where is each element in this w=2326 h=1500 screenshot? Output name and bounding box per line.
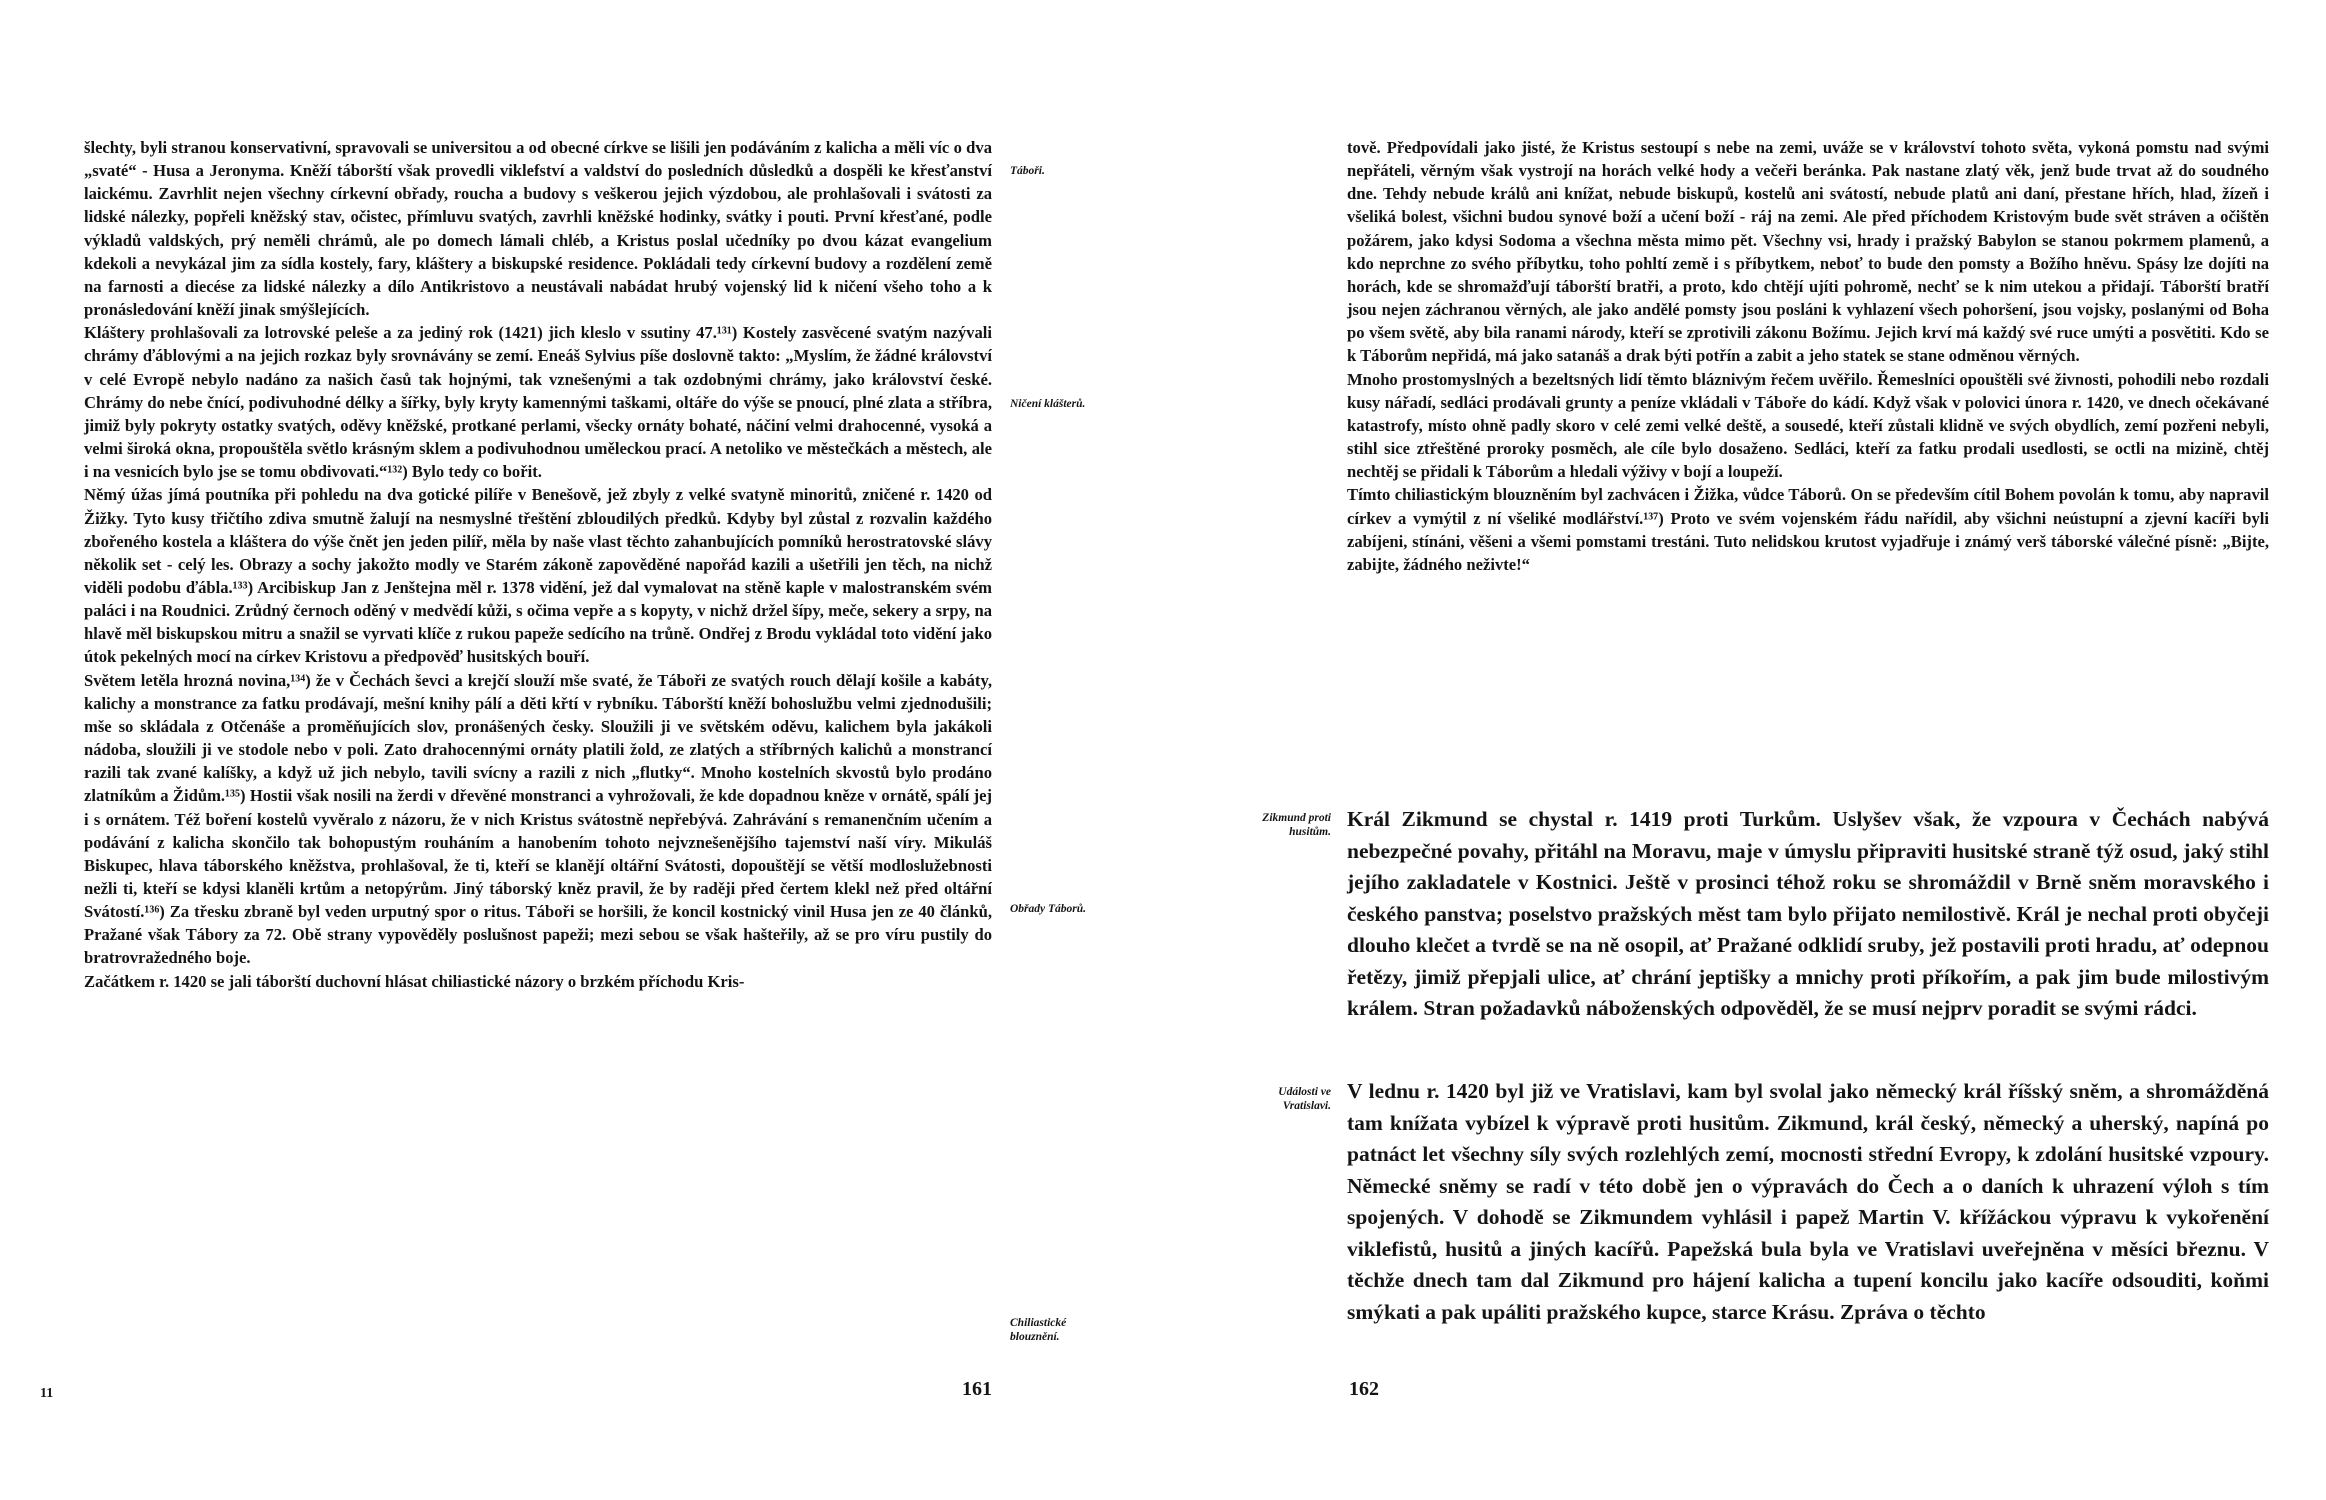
right-paragraph-2: Mnoho prostomyslných a bezeltsných lidí těmto bláznivým řečem uvěřilo. Řemeslníci opouštěli své živnosti, pohodili nebo rozdali kusy nářadí, sedláci prodávali grunty a peníze vkládali v Táboře do kádí. Když však v polovici února r. 1420, ve dnech očekávané katastrofy, místo ohně padly skoro v celé zemi velké deště, a sousedé, kteří zůstali klidně ve svých obydlích, zemí pozřeni nebyli, stihl sice ztřeštěné proroky posměch, ale cíle bylo dosaženo. Sedláci, kteří za fatku prodali usedlosti, se octli na mizině, chtěj nechtěj se přidali k Táborům a hledali výživy v bojí a loupeží. xyxy=(1347,369,2269,482)
right-paragraph-1: tově. Předpovídali jako jisté, že Kristus sestoupí s nebe na zemi, uváže se v království tohoto světa, vykoná pomstu nad svými nepřáteli, věrným však vystrojí na horách velké hody a večeři beránka. Pak nastane zlatý věk, jenž bude trvat až do soudného dne. Tehdy nebude králů ani knížat, nebude biskupů, kostelů ani svátostí, nebude platů ani daní, přestane hřích, hlad, žízeň i všeliká bolest, všichni budou synové boží a učení boží - ráj na zemi. Ale před příchodem Kristovým bude svět stráven a očištěn požárem, jako kdysi Sodoma a všechna města mimo pět. Všechny vsi, hrady i pražský Babylon se stanou pokrmem plamenů, a kdo neprchne zo svého příbytku, toho pohltí země i s příbytkem, neboť to bude den pomsty a Božího hněvu. Spásy lze dojíti na horách, kde se shromažďují táborští bratři, a proto, kdo chtějí ujíti pohromě, nechť se k nim utekou a přidají. Táborští bratří jsou nejen záchranou věrných, ale jako andělé pomsty jsou posláni k vyhlazení všech pohoršení, jsou vojsky, poslanými od Boha po všem světě, aby bila ranami národy, kteří se zprotivili zákonu Božímu. Jejich krví má každý své ruce umýti a posvětiti. Kdo se k Táborům nepřidá, má jako satanáš a drak býti potřín a zabit a jeho statek se stane odměnou věrných. xyxy=(1347,138,2269,366)
margin-note-niceni-klasteru: Ničení klášterů. xyxy=(1010,398,1086,410)
page-number-left: 161 xyxy=(962,1378,992,1400)
right-page-small-text xyxy=(1347,136,2269,576)
right-paragraph-zikmund: Král Zikmund se chystal r. 1419 proti Turkům. Uslyšev však, že vzpoura v Čechách nabývá nebezpečné povahy, přitáhl na Moravu, maje v úmyslu připraviti husitské straně týž osud, jaký stihl jejího zakladatele v Kostnici. Ještě v prosinci téhož roku se shromáždil v Brně sněm moravského i českého panstva; poselstvo pražských měst tam bylo přijato nemilostivě. Král je nechal proti obyčeji dlouho klečet a tvrdě se na ně osopil, ať Pražané odklidí sruby, jež postavili proti hradu, ať odepnou řetězy, jimiž přepjali ulice, ať chrání jeptišky a mnichy proti příkořím, a pak jim bude milostivým králem. Stran požadavků náboženských odpověděl, že se musí nejprv poradit se svými rádci. xyxy=(1347,807,2269,1020)
left-paragraph-2: Kláštery prohlašovali za lotrovské peleše a za jediný rok (1421) jich kleslo v ssutiny 47.¹³¹) Kostely zasvěcené svatým nazývali chrámy ďáblovými a na jejich rozkaz byly srovnávány se zemí. Eneáš Sylvius píše doslovně takto: „Myslím, že žádné království v celé Evropě nebylo nadáno za našich časů tak hojnými, tak vznešenými a tak ozdobnými chrámy, jako království české. Chrámy do nebe čnící, podivuhodné délky a šířky, byly kryty kamennými taškami, oltáře do výše se pnoucí, plné zlata a stříbra, jimiž byly pokryty ostatky svatých, oděvy kněžské, protkané perlami, všecky ornáty bohaté, náčiní velmi drahocenné, vysoká a velmi široká okna, propouštěla světlo krásným sklem a podivuhodnou uměleckou prací. A netoliko ve městečkách a městech, ale i na vesnicích bylo jse se tomu obdivovati.“¹³²) Bylo tedy co bořit. xyxy=(84,323,992,482)
left-paragraph-4: Světem letěla hrozná novina,¹³⁴) že v Čechách ševci a krejčí slouží mše svaté, že Táboři ze svatých rouch dělají košile a kabáty, kalichy a monstrance za fatku prodávají, mešní knihy pálí a děti křtí v rybníku. Táborští kněží bohoslužbu velmi zjednodušili; mše so skládala z Otčenáše a proměňujících slov, pronášených česky. Sloužili ji ve světském oděvu, kalichem byla jakákoli nádoba, sloužili ji ve stodole nebo v poli. Zato drahocennými ornáty platili žold, ze zlatých a stříbrných kalichů a monstrancí razili tak zvané kalíšky, a když už jich nebylo, tavili svícny a razili z nich „flutky“. Mnoho kostelních skvostů bylo prodáno zlatníkům a Židům.¹³⁵) Hostii však nosili na žerdi v dřevěné monstranci a vyhrožovali, že kde dopadnou kněze v ornátě, spálí jej i s ornátem. Též boření kostelů vyvěralo z názoru, že v nich Kristus svátostně nepřebývá. Zahrávání s remanenčním učením a podávání z kalicha skončilo tak bohopustým rouháním a hanobením tohoto nejvznešenějšího tajemství naší víry. Mikuláš Biskupec, hlava táborského kněžstva, prohlašoval, že ti, kteří se klanějí oltářní Svátosti, dopouštějí se větší modloslužebnosti nežli ti, kteří se kdysi klaněli krtům a netopýrům. Jiný táborský kněz pravil, že by raději před čertem klekl než před oltářní Svátostí.¹³⁶) Za třesku zbraně byl veden urputný spor o ritus. Táboři se horšili, že koncil kostnický vinil Husa jen ze 40 článků, Pražané však Tábory za 72. Obě strany vypověděly poslušnost papeži; mezi sebou se však hašteřily, až se pro víru pustily do bratrovražedného boje. xyxy=(84,670,992,968)
right-paragraph-vratislav: V lednu r. 1420 byl již ve Vratislavi, kam byl svolal jako německý král říšský sněm, a shromážděná tam knížata vybízel k výpravě proti husitům. Zikmund, král český, německý a uherský, napíná po patnáct let všechny síly svých rozlehlých zemí, mocnosti střední Evropy, k zdolání husitské vzpoury. Německé sněmy se radí v této době jen o výpravách do Čech a o daních k uhrazení výloh s tím spojených. V dohodě se Zikmundem vyhlásil i papež Martin V. křížáckou výpravu k vykořenění viklefistů, husitů a jiných kacířů. Papežská bula byla ve Vratislavi uveřejněna v měsíci březnu. V těchže dnech tam dal Zikmund pro hájení kalicha a tupení koncilu jako kacíře odsouditi, koňmi smýkati a pak upáliti pražského kupce, starce Krásu. Zpráva o těchto xyxy=(1347,1079,2269,1324)
margin-note-obrady-taboru: Obřady Táborů. xyxy=(1010,903,1087,915)
margin-note-udalosti-ve-vratislavi: Události ve Vratislavi. xyxy=(1278,1086,1331,1112)
left-page-text xyxy=(84,136,992,993)
left-paragraph-5: Začátkem r. 1420 se jali táborští duchovní hlásat chiliastické názory o brzkém příchodu Kris- xyxy=(84,971,745,991)
margin-note-chiliasticke-blouzneni: Chiliastické blouznění. xyxy=(1010,1317,1067,1343)
page-number-right: 162 xyxy=(1349,1378,1379,1400)
signature-mark: 11 xyxy=(40,1386,54,1401)
margin-note-tabori: Táboři. xyxy=(1010,165,1045,177)
right-page xyxy=(1163,0,2326,1500)
margin-note-zikmund-proti-husitum: Zikmund proti husitům. xyxy=(1262,812,1331,838)
left-paragraph-3: Němý úžas jímá poutníka při pohledu na dva gotické pilíře v Benešově, jež zbyly z velké svatyně minoritů, zničené r. 1420 od Žižky. Tyto kusy třičtího zdiva smutně žalují na nesmyslné třeštění zbloudilých předků. Kdyby byl zůstal z rozvalin každého zbořeného kostela a kláštera do výše čnět jen jeden pilíř, měla by naše vlast těchto zahanbujících pomníků herostratovské slávy několik set - celý les. Obrazy a sochy jakožto modly ve Starém zákoně zapověděné napořád kazili a ušetřili jen těch, na nichž viděli podobu ďábla.¹³³) Arcibiskup Jan z Jenštejna měl r. 1378 vidění, jež dal vymalovat na stěně kaple v malostranském svém paláci i na Roudnici. Zrůdný černoch oděný v medvědí kůži, s očima vepře a s kopyty, v nichž držel šípy, meče, sekery a srpy, na hlavě měl biskupskou mitru a snažil se vyrvati klíče z rukou papeže sedícího na trůně. Ondřej z Brodu vykládal toto vidění jako útok pekelných mocí na církev Kristovu a předpověď husitských bouří. xyxy=(84,485,992,667)
right-paragraph-3: Tímto chiliastickým blouzněním byl zachvácen i Žižka, vůdce Táborů. On se především cítil Bohem povolán k tomu, aby napravil církev a vymýtil z ní všeliké modlářství.¹³⁷) Proto ve svém vojenském řádu nařídil, aby všichni neústupní a zjevní kacíři byli zabíjeni, stínáni, věšeni a všemi pomstami trestáni. Tuto nelidskou krutost vyjadřuje i známý verš táborské válečné písně: „Bijte, zabijte, žádného neživte!“ xyxy=(1347,485,2269,574)
left-paragraph-1: šlechty, byli stranou konservativní, spravovali se universitou a od obecné církve se lišili jen podáváním z kalicha a měli víc o dva „svaté“ - Husa a Jeronyma. Kněží táborští však provedli viklefství a valdství do posledních důsledků a dospěli ke křesťanství laickému. Zavrhlit nejen všechny církevní obřady, roucha a budovy s veškerou jejich výzdobou, ale prohlašovali i svátosti za lidské nálezky, popřeli kněžský stav, očistec, přímluvu svatých, zavrhli kněžské hodinky, svátky i pouti. První křesťané, podle výkladů valdských, prý neměli chrámů, ale po domech lámali chléb, a Kristus poslal učedníky po dvou kázat evangelium kdekoli a nevykázal jim za sídla kostely, fary, kláštery a biskupské residence. Pokládali tedy církevní budovy a rozdělení země na farnosti a diecése za lidské nálezky a dílo Antikristovo a neustávali nabádat hrubý vojenský lid k ničení všeho toho a k pronásledování kněží jinak smýšlejících. xyxy=(84,138,992,320)
